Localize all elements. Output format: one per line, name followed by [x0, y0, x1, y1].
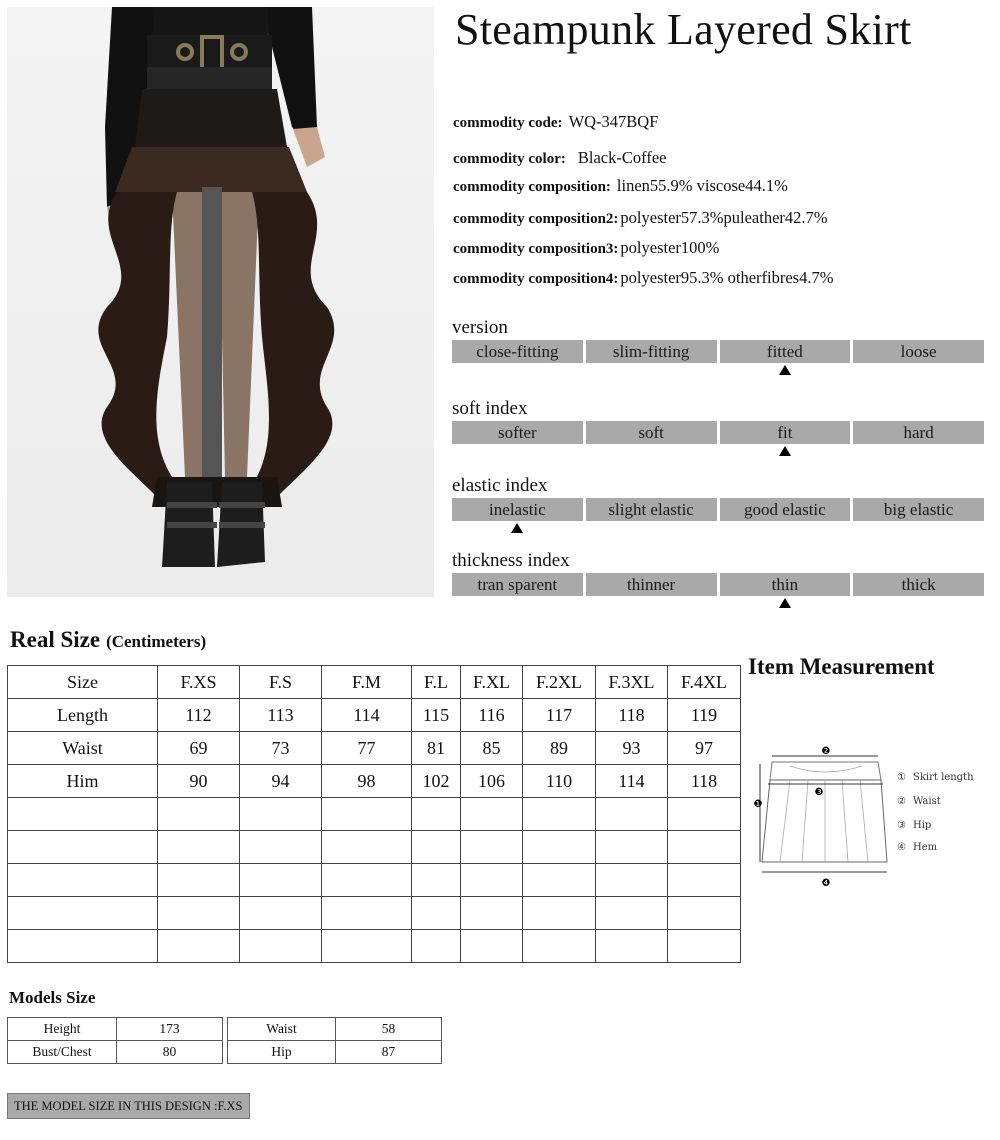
- size-cell: 97: [668, 732, 741, 765]
- scale-option: hard: [853, 421, 984, 444]
- scale-title: elastic index: [452, 475, 548, 496]
- size-cell: [461, 930, 523, 963]
- marker-waist: ❷: [821, 746, 831, 757]
- size-cell: [596, 831, 668, 864]
- spec-value: Black-Coffee: [577, 148, 667, 167]
- scale-option: close-fitting: [452, 340, 583, 363]
- size-cell: 117: [523, 699, 596, 732]
- legend-num: ③: [897, 820, 906, 831]
- size-table-row: [8, 765, 741, 798]
- size-cell: 89: [523, 732, 596, 765]
- scale-option: softer: [452, 421, 583, 444]
- size-cell: 69: [158, 732, 240, 765]
- size-cell: 93: [596, 732, 668, 765]
- skirt-measurement-diagram: [750, 744, 990, 894]
- size-cell: [461, 831, 523, 864]
- size-cell: [322, 930, 412, 963]
- scale-option: thinner: [586, 573, 717, 596]
- size-cell: [322, 897, 412, 930]
- scale-option: big elastic: [853, 498, 984, 521]
- size-cell: [158, 798, 240, 831]
- scale-option: soft: [586, 421, 717, 444]
- size-cell: [412, 831, 461, 864]
- size-cell: 98: [322, 765, 412, 798]
- size-cell: 118: [668, 765, 741, 798]
- soft-index-scale: [452, 397, 984, 444]
- model-attr-value: 80: [117, 1041, 223, 1064]
- size-cell: 115: [412, 699, 461, 732]
- size-cell: [240, 930, 322, 963]
- size-cell: [412, 897, 461, 930]
- scale-option: good elastic: [720, 498, 851, 521]
- size-cell: [668, 798, 741, 831]
- size-cell: [240, 831, 322, 864]
- spec-label: commodity composition2:: [453, 211, 619, 227]
- spec-value: polyester95.3% otherfibres4.7%: [620, 268, 834, 287]
- size-row-label: Length: [8, 699, 158, 732]
- size-cell: 116: [461, 699, 523, 732]
- size-cell: 110: [523, 765, 596, 798]
- size-cell: F.M: [322, 666, 412, 699]
- size-cell: [461, 897, 523, 930]
- spec-composition4: [453, 268, 833, 288]
- size-cell: [668, 864, 741, 897]
- size-table-row: [8, 897, 741, 930]
- size-cell: [412, 798, 461, 831]
- model-size-note: THE MODEL SIZE IN THIS DESIGN :F.XS: [7, 1093, 250, 1119]
- marker-hem: ❹: [821, 878, 831, 889]
- scale-title: thickness index: [452, 550, 570, 571]
- size-table-row: [8, 864, 741, 897]
- spec-label: commodity code:: [453, 115, 563, 131]
- legend-label: Hip: [913, 820, 932, 831]
- spec-value: polyester57.3%puleather42.7%: [620, 208, 828, 227]
- size-cell: F.XS: [158, 666, 240, 699]
- size-cell: 77: [322, 732, 412, 765]
- size-cell: [668, 831, 741, 864]
- size-cell: [158, 930, 240, 963]
- size-cell: 90: [158, 765, 240, 798]
- legend-num: ②: [897, 796, 906, 807]
- size-cell: 119: [668, 699, 741, 732]
- size-cell: [240, 897, 322, 930]
- real-size-heading: [10, 627, 206, 653]
- spec-color: [453, 148, 666, 168]
- scale-title: version: [452, 317, 508, 338]
- scale-option-selected: fit: [720, 421, 851, 444]
- size-cell: [158, 831, 240, 864]
- size-cell: F.XL: [461, 666, 523, 699]
- size-cell: [322, 864, 412, 897]
- spec-composition3: [453, 238, 719, 258]
- legend-label: Hem: [913, 842, 938, 853]
- size-cell: [596, 864, 668, 897]
- scale-option-selected: inelastic: [452, 498, 583, 521]
- size-cell: [461, 864, 523, 897]
- models-size-table-right: [227, 1017, 442, 1064]
- size-cell: [240, 798, 322, 831]
- spec-value: polyester100%: [620, 238, 720, 257]
- size-cell: 106: [461, 765, 523, 798]
- scale-option: loose: [853, 340, 984, 363]
- scale-option: slim-fitting: [586, 340, 717, 363]
- size-table-row: [8, 699, 741, 732]
- size-row-label: [8, 831, 158, 864]
- size-cell: [158, 864, 240, 897]
- scale-option-selected: thin: [720, 573, 851, 596]
- size-row-label: Waist: [8, 732, 158, 765]
- size-cell: [322, 798, 412, 831]
- marker-length: ❶: [753, 799, 763, 810]
- scale-option: thick: [853, 573, 984, 596]
- models-size-table-left: [7, 1017, 223, 1064]
- size-cell: [596, 897, 668, 930]
- model-figure: [7, 7, 434, 597]
- model-attr-value: 58: [336, 1018, 442, 1041]
- size-row-label: [8, 930, 158, 963]
- size-cell: 73: [240, 732, 322, 765]
- size-cell: 112: [158, 699, 240, 732]
- legend-label: Skirt length: [913, 772, 974, 783]
- scale-option: slight elastic: [586, 498, 717, 521]
- size-cell: [158, 897, 240, 930]
- size-cell: [412, 864, 461, 897]
- spec-label: commodity composition4:: [453, 271, 619, 287]
- size-cell: [668, 930, 741, 963]
- size-cell: [523, 897, 596, 930]
- model-attr-label: Height: [8, 1018, 117, 1041]
- size-cell: F.3XL: [596, 666, 668, 699]
- size-table-header: [8, 666, 741, 699]
- size-table-row: [8, 732, 741, 765]
- selected-marker-icon: [779, 365, 791, 375]
- elastic-index-scale: [452, 474, 984, 521]
- size-table: [7, 665, 741, 963]
- size-cell: 114: [322, 699, 412, 732]
- model-attr-label: Hip: [228, 1041, 336, 1064]
- legend-num: ①: [897, 772, 906, 783]
- spec-value: WQ-347BQF: [568, 112, 659, 131]
- size-table-row: [8, 930, 741, 963]
- spec-label: commodity color:: [453, 151, 566, 167]
- size-cell: 81: [412, 732, 461, 765]
- size-cell: [523, 798, 596, 831]
- size-cell: F.2XL: [523, 666, 596, 699]
- spec-composition2: [453, 208, 828, 228]
- spec-label: commodity composition3:: [453, 241, 619, 257]
- size-cell: [523, 831, 596, 864]
- product-photo: [7, 7, 434, 597]
- size-cell: 94: [240, 765, 322, 798]
- scale-title: soft index: [452, 398, 528, 419]
- scale-option-selected: fitted: [720, 340, 851, 363]
- item-measurement-title: Item Measurement: [748, 654, 935, 679]
- legend-num: ④: [897, 842, 906, 853]
- size-row-label: Him: [8, 765, 158, 798]
- spec-label: commodity composition:: [453, 179, 611, 195]
- selected-marker-icon: [511, 523, 523, 533]
- model-attr-label: Bust/Chest: [8, 1041, 117, 1064]
- models-size-title: Models Size: [9, 988, 96, 1007]
- size-cell: 118: [596, 699, 668, 732]
- size-cell: [523, 864, 596, 897]
- size-cell: F.L: [412, 666, 461, 699]
- spec-composition: [453, 176, 788, 196]
- model-attr-value: 87: [336, 1041, 442, 1064]
- thickness-index-scale: [452, 549, 984, 596]
- legend-label: Waist: [913, 796, 941, 807]
- size-cell: 114: [596, 765, 668, 798]
- size-cell: F.4XL: [668, 666, 741, 699]
- real-size-title: Real Size: [10, 627, 101, 652]
- size-cell: [461, 798, 523, 831]
- size-row-label: [8, 864, 158, 897]
- spec-value: linen55.9% viscose44.1%: [616, 176, 788, 195]
- size-row-label: [8, 798, 158, 831]
- model-attr-value: 173: [117, 1018, 223, 1041]
- size-row-label: [8, 897, 158, 930]
- real-size-unit: (Centimeters): [106, 632, 207, 651]
- spec-code: [453, 112, 658, 132]
- selected-marker-icon: [779, 446, 791, 456]
- size-cell: 113: [240, 699, 322, 732]
- size-cell: [668, 897, 741, 930]
- size-cell: [412, 930, 461, 963]
- size-cell: 102: [412, 765, 461, 798]
- product-title: Steampunk Layered Skirt: [455, 5, 912, 54]
- model-attr-label: Waist: [228, 1018, 336, 1041]
- size-cell: [240, 864, 322, 897]
- size-table-row: [8, 798, 741, 831]
- size-cell: F.S: [240, 666, 322, 699]
- size-cell: 85: [461, 732, 523, 765]
- size-table-row: [8, 831, 741, 864]
- selected-marker-icon: [779, 598, 791, 608]
- marker-hip: ❸: [814, 787, 824, 798]
- size-cell: [596, 798, 668, 831]
- size-cell: [596, 930, 668, 963]
- size-row-label: Size: [8, 666, 158, 699]
- size-cell: [523, 930, 596, 963]
- version-scale: [452, 316, 984, 363]
- size-cell: [322, 831, 412, 864]
- scale-option: tran sparent: [452, 573, 583, 596]
